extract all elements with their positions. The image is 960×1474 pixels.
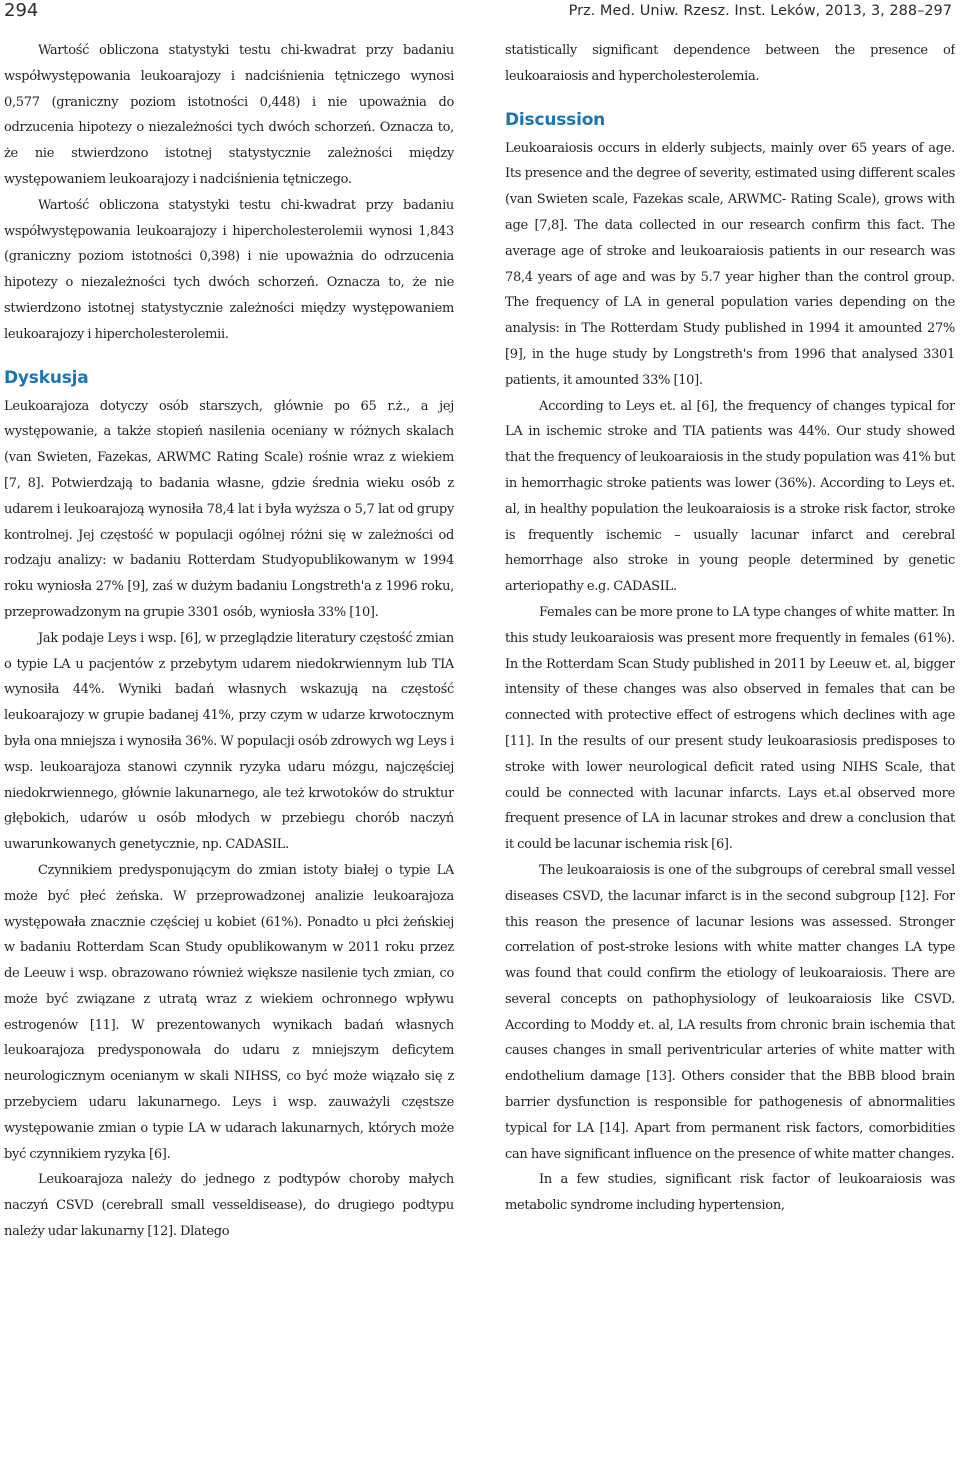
paragraph-results-continuation: statistically significant dependence between the presence of leukoaraiosis and hypercholesterolemia. <box>505 43 955 84</box>
journal-reference: Prz. Med. Uniw. Rzesz. Inst. Leków, 2013, 3, 288–297 <box>568 3 952 19</box>
paragraph-discussion-csvd-en: The leukoaraiosis is one of the subgroups of cerebral small vessel diseases CSVD, the lacunar infarct is in the second subgroup [12]. For this reason the presence of lacunar lesions was assessed. Stronger correlation of post-stroke lesions with white matter changes LA type was found that could confirm the etiology of leukoaraiosis. There are several concepts on pathophysiology of leukoaraiosis like CSVD. According to Moddy et. al, LA results from chronic brain ischemia that causes changes in small periventricular arteries of white matter with endothelium damage [13]. Others consider that the BBB blood brain barrier dysfunction is responsible for pathogenesis of abnormalities typical for LA [14]. Apart from permanent risk factors, comorbidities can have significant influence on the presence of white matter changes. <box>505 862 955 1162</box>
paragraph-discussion-frequency-en: According to Leys et. al [6], the frequency of changes typical for LA in ischemic stroke and TIA patients was 44%. Our study showed that the frequency of leukoaraiosis in the study population was 41% but in hemorrhagic stroke patients was lower (36%). According to Leys et. al, in healthy population the leukoaraiosis is a stroke risk factor, stroke is frequently ischemic – usually lacunar infarct and cerebral hemorrhage also stroke in young people determined by genetic arteriopathy e.g. CADASIL. <box>505 398 955 595</box>
running-header <box>0 0 960 26</box>
paragraph-chi-square-hypercholesterolemia: Wartość obliczona statystyki testu chi-kwadrat przy badaniu współwystępowania leukoarajozy i hipercholesterolemii wynosi 1,843 (graniczny poziom istotności 0,398) i nie upoważnia do odrzucenia hipotezy o niezależności tych dwóch schorzeń. Oznacza to, że nie stwierdzono istotnej statystycznie zależności między występowaniem leukoarajozy i hipercholesterolemii. <box>4 197 454 342</box>
paragraph-discussion-sex: Czynnikiem predysponującym do zmian istoty białej o typie LA może być płeć żeńska. W przeprowadzonej analizie leukoarajoza występowała znacznie częściej u kobiet (61%). Ponadto u płci żeńskiej w badaniu Rotterdam Scan Study opublikowanym w 2011 roku przez de Leeuw i wsp. obrazowano również większe nasilenie tych zmian, co może być związane z utratą wraz z wiekiem ochronnego wpływu estrogenów [11]. W prezentowanych wynikach badań własnych leukoarajoza predysponowała do udaru z mniejszym deficytem neurologicznym ocenianym w skali NIHSS, co być może wiązało się z przebyciem udaru lakunarnego. Leys i wsp. zauważyli częstsze występowanie zmian o typie LA w udarach lakunarnych, których może być czynnikiem ryzyka [6]. <box>4 862 454 1162</box>
paragraph-discussion-sex-en: Females can be more prone to LA type changes of white matter. In this study leukoaraiosis was present more frequently in females (61%). In the Rotterdam Scan Study published in 2011 by Leeuw et. al, bigger intensity of these changes was also observed in females that can be connected with protective effect of estrogens which declines with age [11]. In the results of our present study leukoarasiosis predisposes to stroke with lower neurological deficit rated using NIHS Scale, that could be connected with lacunar infarcts. Lays et.al observed more frequent presence of LA in lacunar strokes and drew a conclusion that it could be lacunar ischemia risk [6]. <box>505 604 955 853</box>
section-heading-discussion: Discussion <box>505 109 606 130</box>
section-heading-dyskusja: Dyskusja <box>4 367 89 388</box>
paragraph-discussion-metabolic-en: In a few studies, significant risk factor of leukoaraiosis was metabolic syndrome including hypertension, <box>505 1172 955 1214</box>
left-column-polish <box>4 38 454 1470</box>
paragraph-discussion-age-en: Leukoaraiosis occurs in elderly subjects, mainly over 65 years of age. Its presence and the degree of severity, estimated using different scales (van Swieten scale, Fazekas scale, ARWMC- Rating Scale), grows with age [7,8]. The data collected in our research confirm this fact. The average age of stroke and leukoaraiosis patients in our research was 78,4 years of age and was by 5.7 year higher than the control group. The frequency of LA in general population varies depending on the analysis: in The Rotterdam Study published in 1994 it amounted 27% [9], in the huge study by Longstreth's from 1996 that analysed 3301 patients, it amounted 33% [10]. <box>505 140 955 388</box>
right-column-english <box>505 38 955 1470</box>
paragraph-discussion-frequency: Jak podaje Leys i wsp. [6], w przeglądzie literatury częstość zmian o typie LA u pacjentów z przebytym udarem niedokrwiennym lub TIA wynosiła 44%. Wyniki badań własnych wskazują na częstość leukoarajozy w grupie badanej 41%, przy czym w udarze krwotocznym była ona mniejsza i wynosiła 36%. W populacji osób zdrowych wg Leys i wsp. leukoarajoza stanowi czynnik ryzyka udaru mózgu, najczęściej niedokrwiennego, głównie lakunarnego, ale też krwotoków do struktur głębokich, udarów u osób młodych w przebiegu chorób naczyń uwarunkowanych genetycznie, np. CADASIL. <box>4 630 454 853</box>
page-number: 294 <box>4 0 39 21</box>
paragraph-discussion-csvd: Leukoarajoza należy do jednego z podtypów choroby małych naczyń CSVD (cerebrall small vesseldisease), do drugiego podtypu należy udar lakunarny [12]. Dlatego <box>4 1172 454 1240</box>
paragraph-chi-square-hypertension: Wartość obliczona statystyki testu chi-kwadrat przy badaniu współwystępowania leukoarajozy i nadciśnienia tętniczego wynosi 0,577 (graniczny poziom istotności 0,448) i nie upoważnia do odrzucenia hipotezy o niezależności tych dwóch schorzeń. Oznacza to, że nie stwierdzono istotnej statystycznie zależności między występowaniem leukoarajozy i nadciśnienia tętniczego. <box>4 43 454 187</box>
paragraph-discussion-age: Leukoarajoza dotyczy osób starszych, głównie po 65 r.ż., a jej występowanie, a także stopień nasilenia oceniany w różnych skalach (van Swieten, Fazekas, ARWMC Rating Scale) rośnie wraz z wiekiem [7, 8]. Potwierdzają to badania własne, gdzie średnia wieku osób z udarem i leukoarajozą wynosiła 78,4 lat i była wyższa o 5,7 lat od grupy kontrolnej. Jej częstość w populacji ogólnej różni się w zależności od rodzaju analizy: w badaniu Rotterdam Studyopublikowanym w 1994 roku wyniosła 27% [9], zaś w dużym badaniu Longstreth'a z 1996 roku, przeprowadzonym na grupie 3301 osób, wyniosła 33% [10]. <box>4 398 454 620</box>
